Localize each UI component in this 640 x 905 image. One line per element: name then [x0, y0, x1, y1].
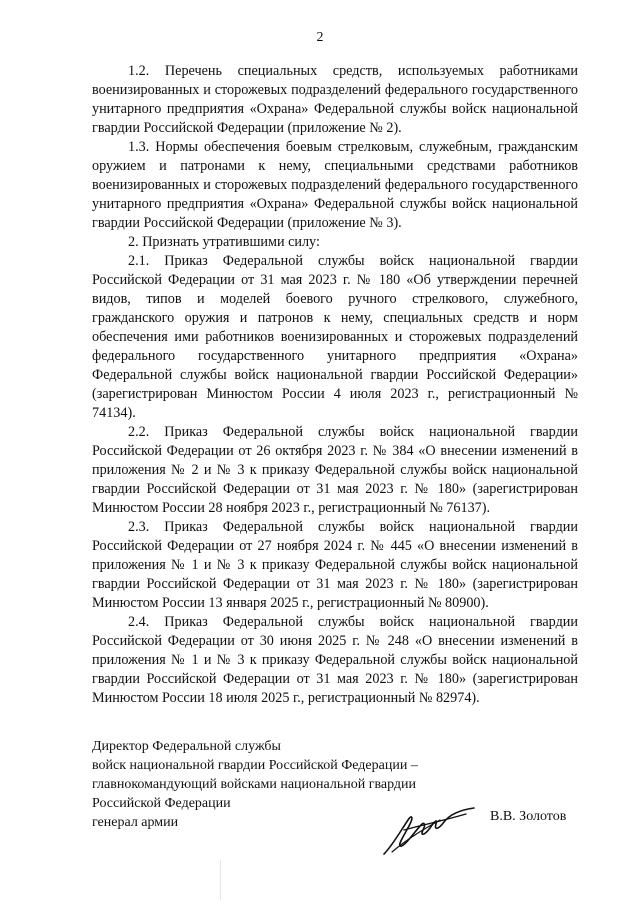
document-body: [92, 62, 578, 708]
paragraph-1-2: 1.2. Перечень специальных средств, используемых работниками военизированных и сторожевых подразделений федерального государственного унитарного предприятия «Охрана» Федеральной службы войск национальной гвардии Российской Федерации (приложение № 2).: [92, 63, 578, 136]
signatory-rank: генерал армии: [92, 815, 179, 830]
signatory-title-line: главнокомандующий войсками национальной гвардии: [92, 777, 417, 792]
page-number: 2: [316, 30, 324, 45]
signatory-title-line: Российской Федерации: [92, 796, 231, 811]
signatory-title-line: войск национальной гвардии Российской Федерации –: [92, 758, 418, 773]
signer-name: В.В. Золотов: [490, 809, 567, 824]
paragraph-2: 2. Признать утратившими силу:: [128, 234, 320, 250]
handwritten-signature: [378, 802, 478, 860]
paragraph-2-2: 2.2. Приказ Федеральной службы войск национальной гвардии Российской Федерации от 26 октября 2023 г. № 384 «О внесении изменений в приложения № 2 и № 3 к приказу Федеральной службы войск национальной гвардии Российской Федерации от 31 мая 2023 г. № 180» (зарегистрирован Минюстом России 28 ноября 2023 г., регистрационный № 76137).: [92, 424, 578, 516]
paragraph-1-3: 1.3. Нормы обеспечения боевым стрелковым, служебным, гражданским оружием и патронами к нему, специальными средствами работников военизированных и сторожевых подразделений федерального государственного унитарного предприятия «Охрана» Федеральной службы войск национальной гвардии Российской Федерации (приложение № 3).: [92, 139, 578, 231]
scan-artifact-line: [220, 860, 221, 900]
paragraph-2-4: 2.4. Приказ Федеральной службы войск национальной гвардии Российской Федерации от 30 июня 2025 г. № 248 «О внесении изменений в приложения № 1 и № 3 к приказу Федеральной службы войск национальной гвардии Российской Федерации от 31 мая 2023 г. № 180» (зарегистрирован Минюстом России 18 июля 2025 г., регистрационный № 82974).: [92, 614, 578, 706]
signature-block: [92, 737, 418, 832]
signatory-title-line: Директор Федеральной службы: [92, 739, 281, 754]
paragraph-2-3: 2.3. Приказ Федеральной службы войск национальной гвардии Российской Федерации от 27 ноября 2024 г. № 445 «О внесении изменений в приложения № 1 и № 3 к приказу Федеральной службы войск национальной гвардии Российской Федерации от 31 мая 2023 г. № 180» (зарегистрирован Минюстом России 13 января 2025 г., регистрационный № 80900).: [92, 519, 578, 611]
paragraph-2-1: 2.1. Приказ Федеральной службы войск национальной гвардии Российской Федерации от 31 мая 2023 г. № 180 «Об утверждении перечней видов, типов и моделей боевого ручного стрелкового, служебного, гражданского оружия и патронов к нему, специальных средств и норм обеспечения ими работников военизированных и сторожевых подразделений федерального государственного унитарного предприятия «Охрана» Федеральной службы войск национальной гвардии Российской Федерации» (зарегистрирован Минюстом России 4 июля 2023 г., регистрационный № 74134).: [92, 253, 578, 421]
